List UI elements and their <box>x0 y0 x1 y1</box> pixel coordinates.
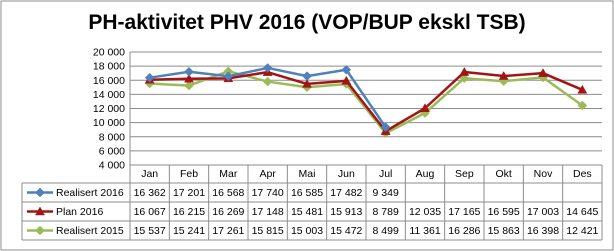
y-tick-label: 10 000 <box>92 117 125 130</box>
chart-title: PH-aktivitet PHV 2016 (VOP/BUP ekskl TSB) <box>88 11 526 34</box>
x-tick-label: Apr <box>259 168 276 180</box>
data-label: 16 568 <box>212 187 245 199</box>
data-label: 15 537 <box>133 225 166 237</box>
data-label: 15 863 <box>487 225 520 237</box>
x-tick-label: Okt <box>495 168 512 180</box>
y-tick-label: 20 000 <box>92 46 125 59</box>
data-label: 8 499 <box>372 225 399 237</box>
data-label: 15 003 <box>290 225 324 237</box>
data-label: 16 595 <box>487 206 520 218</box>
x-tick-label: Nov <box>533 168 553 180</box>
x-tick-label: Mai <box>298 168 316 180</box>
data-label: 17 740 <box>251 187 284 199</box>
x-tick-label: Aug <box>415 168 435 180</box>
legend-label: Plan 2016 <box>56 206 104 218</box>
data-label: 17 201 <box>172 187 206 199</box>
x-tick-label: Sep <box>454 168 474 180</box>
data-label: 15 481 <box>290 206 324 218</box>
data-label: 16 362 <box>133 187 166 199</box>
data-label: 16 215 <box>172 206 206 218</box>
x-tick-label: Des <box>572 168 592 180</box>
data-label: 17 482 <box>330 187 363 199</box>
data-label: 14 645 <box>566 206 599 218</box>
data-label: 16 398 <box>526 225 560 237</box>
y-tick-label: 12 000 <box>92 103 125 115</box>
data-label: 15 241 <box>172 225 206 237</box>
data-label: 16 286 <box>448 225 481 237</box>
y-tick-label: 6 000 <box>98 145 125 158</box>
x-tick-label: Jan <box>141 168 159 180</box>
data-label: 16 067 <box>133 206 166 218</box>
data-label: 8 789 <box>372 206 399 218</box>
x-tick-label: Mar <box>219 168 238 180</box>
data-label: 12 035 <box>408 206 442 218</box>
data-label: 17 261 <box>212 225 245 237</box>
data-label: 15 815 <box>251 225 284 237</box>
y-tick-label: 8 000 <box>98 131 125 144</box>
y-tick-label: 18 000 <box>92 60 125 73</box>
x-tick-label: Jul <box>378 168 393 180</box>
data-label: 17 165 <box>448 206 481 218</box>
data-label: 9 349 <box>372 187 399 199</box>
y-tick-label: 4 000 <box>98 159 125 172</box>
data-label: 12 421 <box>566 225 599 237</box>
data-label: 16 269 <box>212 206 245 218</box>
x-tick-label: Feb <box>179 168 199 180</box>
legend-label: Realisert 2016 <box>56 187 124 199</box>
x-tick-label: Jun <box>337 168 355 180</box>
data-label: 11 361 <box>409 225 441 237</box>
y-tick-label: 16 000 <box>92 74 125 87</box>
y-tick-label: 14 000 <box>92 88 125 101</box>
data-label: 17 003 <box>526 206 560 218</box>
data-label: 15 472 <box>330 225 363 237</box>
legend-label: Realisert 2015 <box>56 225 124 237</box>
data-label: 16 585 <box>290 187 324 199</box>
data-label: 15 913 <box>330 206 363 218</box>
data-label: 17 148 <box>251 206 284 218</box>
